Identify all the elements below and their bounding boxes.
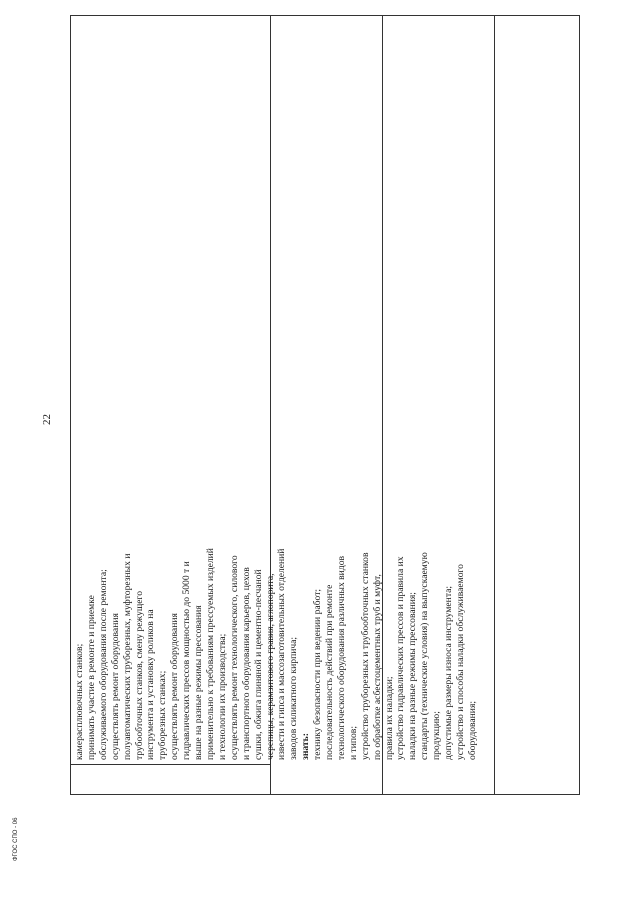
- empty-cell: [271, 16, 382, 794]
- code-cell: [71, 764, 270, 794]
- knowledge-line: технику безопасности при ведении работ;: [312, 588, 324, 760]
- skill-line: сушки, обжига глиняной и цементно-песчаной: [252, 569, 264, 760]
- competency-table: [70, 15, 580, 795]
- skill-line: и технологии их производства;: [216, 633, 228, 760]
- knowledge-line: продукцию;: [431, 711, 443, 760]
- skill-line: инструмента и установку роликов на: [145, 609, 157, 760]
- footer-code: ФГОС СПО - 06: [13, 817, 19, 861]
- skill-line: трубообточных станков, смену режущего: [133, 590, 145, 760]
- skill-line: принимать участие в ремонте и приемке: [85, 595, 97, 760]
- knowledge-line: наладки на разные режимы прессования;: [407, 592, 419, 760]
- skill-line: выше на разные режимы прессования: [193, 605, 205, 760]
- skill-line: гидравлических прессов мощностью до 5000 т и: [181, 561, 193, 760]
- empty-cell: [495, 16, 579, 794]
- skill-line: осуществлять ремонт оборудования: [109, 613, 121, 760]
- knowledge-line: правила их наладки;: [383, 676, 395, 760]
- skill-line: применительно к требованиям прессуемых изделий: [204, 548, 216, 760]
- empty-cell: [383, 16, 494, 794]
- skill-line: осуществлять ремонт оборудования: [169, 613, 181, 760]
- knowledge-line: допустимые размеры износа инструмента;: [443, 585, 455, 760]
- skill-line: извести и гипса и массозаготовительных отделений: [276, 548, 288, 760]
- know-label: знать:: [300, 733, 312, 760]
- empty-row: [495, 16, 579, 794]
- empty-row: [271, 16, 383, 794]
- knowledge-line: технологического оборудования различных видов: [335, 555, 347, 760]
- skill-line: заводов силикатного кирпича;: [288, 636, 300, 760]
- skill-line: трубoрезных станках;: [157, 670, 169, 760]
- knowledge-line: и типов;: [347, 726, 359, 760]
- skill-line: полуавтоматических трубoрезных, муфторезных и: [121, 553, 133, 760]
- knowledge-line: по обработке асбестоцементных труб и муфт,: [371, 574, 383, 760]
- knowledge-line: устройство и способы наладки обслуживаемого: [455, 564, 466, 760]
- skill-line: камерасплювочных станков;: [74, 643, 85, 760]
- skill-line: черепицы, керамзитового гравия, аглопорита,: [264, 573, 276, 760]
- competency-table-grid: [70, 15, 580, 795]
- knowledge-line: устройство трубoрезных и трубообточных станков: [359, 552, 371, 760]
- content-row: [71, 16, 478, 794]
- page-number: 22: [41, 414, 53, 425]
- knowledge-line: устройство гидравлических прессов и правила их: [395, 556, 407, 760]
- knowledge-line: стандарты (технические условия) на выпускаемую: [419, 552, 431, 760]
- skill-line: обслуживаемого оборудования после ремонта;: [97, 569, 109, 760]
- knowledge-line: последовательность действий при ремонте: [324, 584, 336, 760]
- empty-row: [383, 16, 495, 794]
- requirements-cell: [71, 16, 478, 764]
- knowledge-line: оборудования;: [466, 700, 478, 760]
- skill-line: осуществлять ремонт технологического, силового: [228, 555, 240, 760]
- skill-line: и транспортного оборудования карьеров, цехов: [240, 567, 252, 760]
